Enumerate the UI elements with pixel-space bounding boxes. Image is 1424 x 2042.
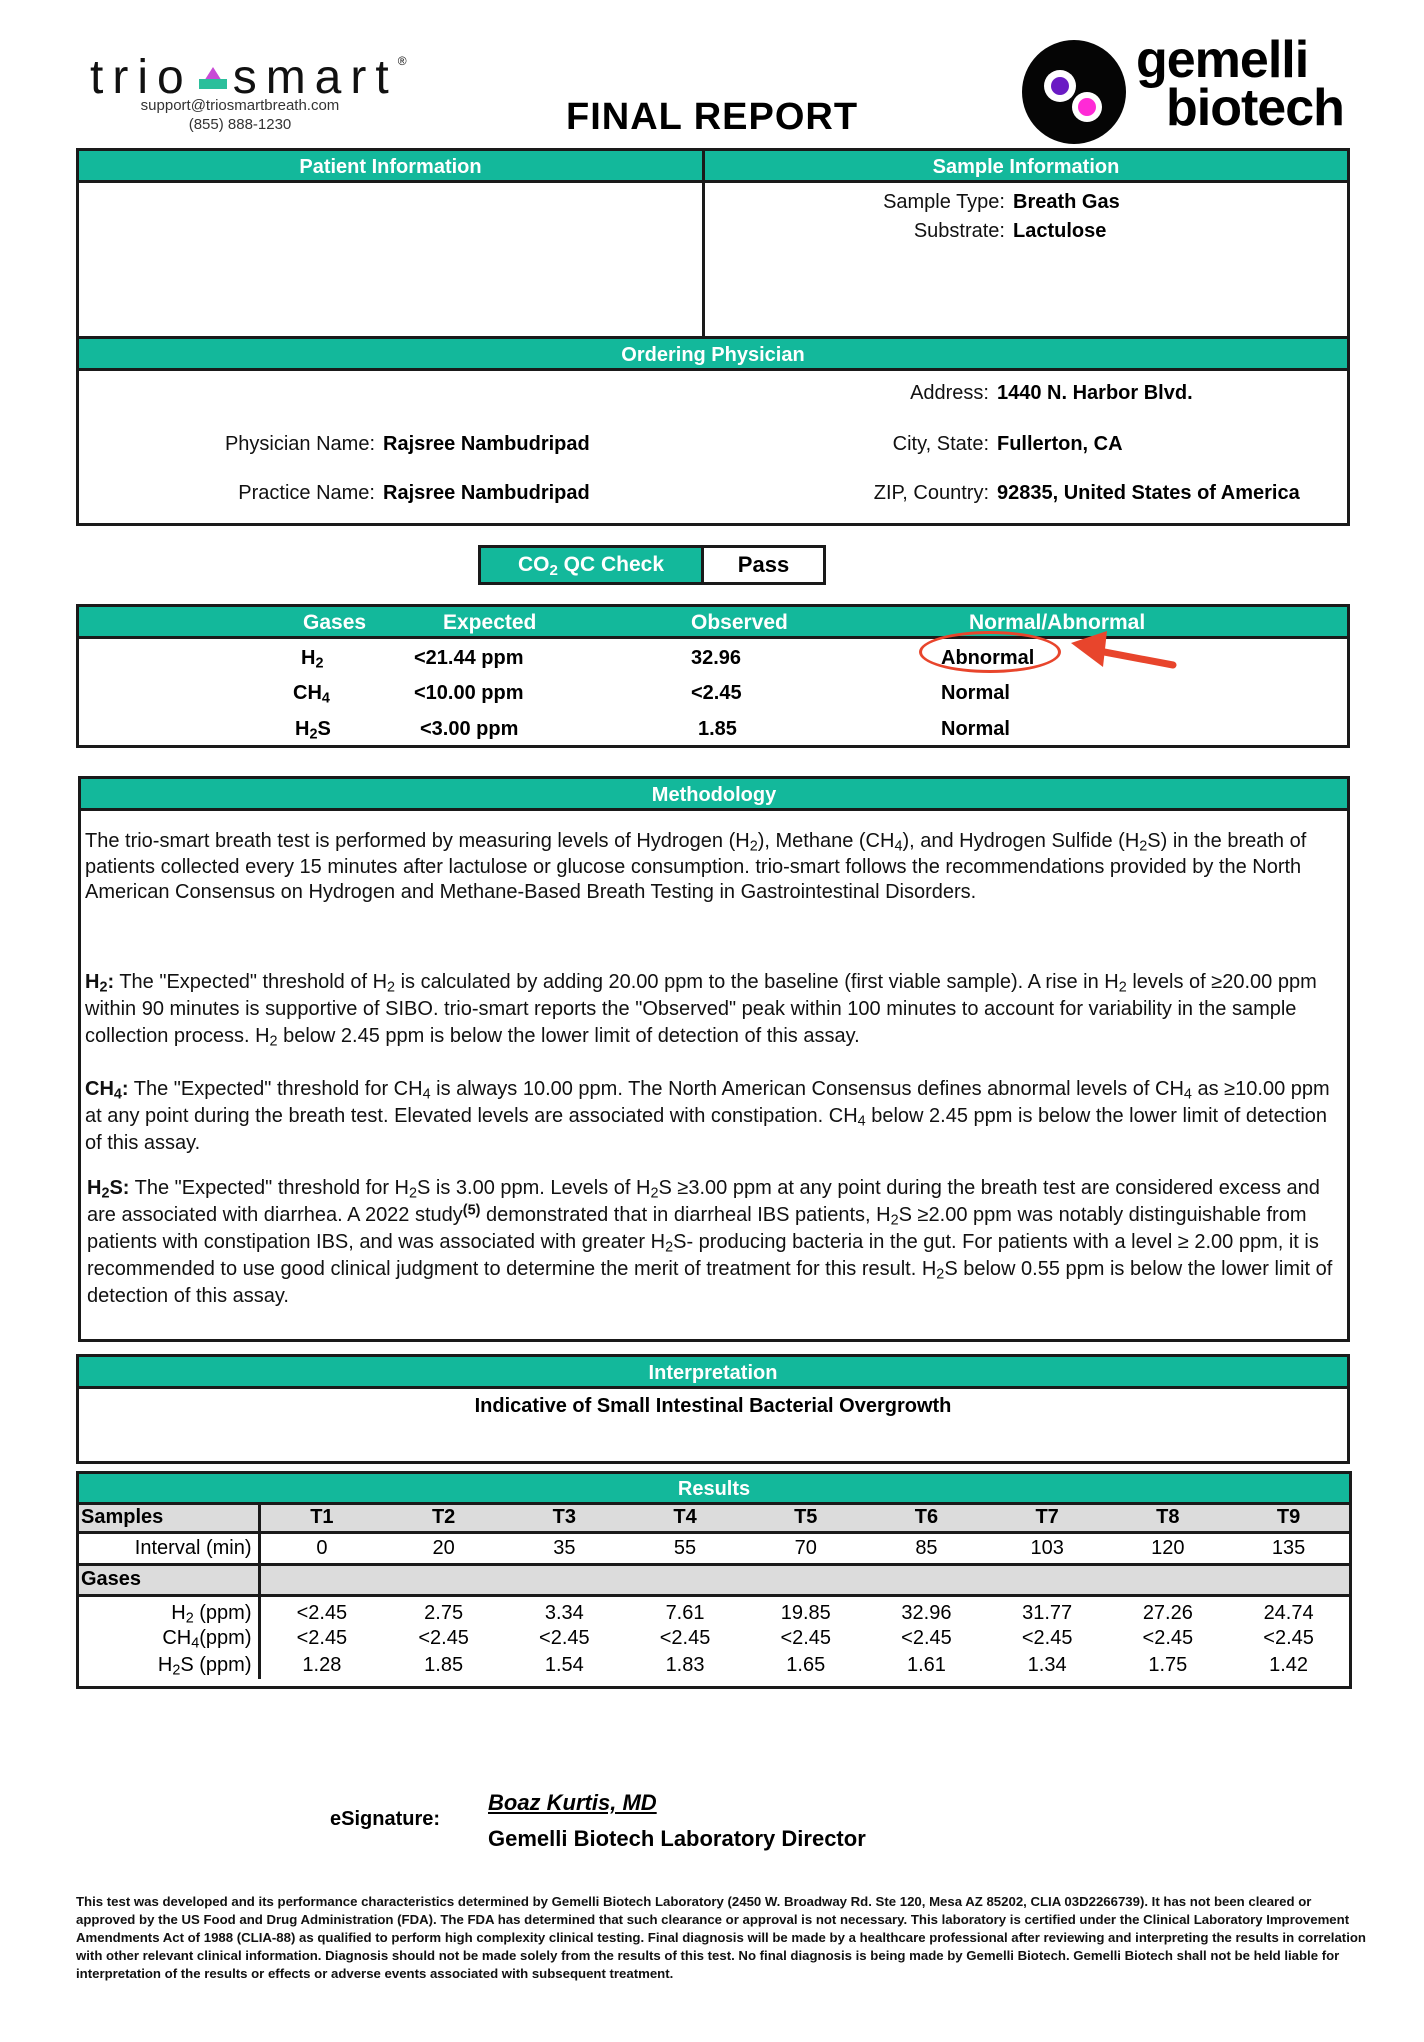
substrate-label: Substrate: xyxy=(913,220,1005,242)
text-run: The trio-smart breath test is performed by measuring levels of Hydrogen (H xyxy=(85,830,750,852)
sample-info-panel xyxy=(705,151,1347,336)
interval-value: 70 xyxy=(794,1536,817,1559)
text-run: H xyxy=(85,971,100,993)
city-state-value: Fullerton, CA xyxy=(997,433,1123,455)
status-badge: Normal xyxy=(941,718,1010,740)
h2s-value: 1.83 xyxy=(665,1653,705,1676)
brand-right-text: smart xyxy=(232,51,398,104)
page-title: FINAL REPORT xyxy=(566,96,859,138)
h2-value: 24.74 xyxy=(1263,1601,1314,1624)
gas-row-h2s xyxy=(79,711,1347,747)
ch4-value: <2.45 xyxy=(901,1626,952,1649)
sample-col: T4 xyxy=(673,1506,697,1529)
patient-info-panel xyxy=(79,151,705,336)
methodology-h2 xyxy=(85,969,1347,1050)
text-sub: 2 xyxy=(665,1239,674,1256)
sample-col: T2 xyxy=(431,1506,456,1529)
text-run: below 2.45 ppm is below the lower limit of detection of this assay. xyxy=(85,1105,1328,1154)
unit-text: (ppm) xyxy=(199,1626,252,1649)
zip-country-label: ZIP, Country: xyxy=(873,482,989,504)
text-run: is always 10.00 ppm. The North American Consensus defines abnormal levels of CH xyxy=(430,1078,1184,1100)
ordering-physician-section xyxy=(76,336,1350,526)
text-sub: 4 xyxy=(894,838,903,855)
text-sub: 4 xyxy=(113,1086,122,1103)
gas-subscript: 2 xyxy=(315,655,324,672)
h2s-value: 1.28 xyxy=(302,1653,342,1676)
support-phone: (855) 888-1230 xyxy=(188,116,292,133)
h2-value: 7.61 xyxy=(665,1601,705,1624)
results-section xyxy=(76,1471,1352,1689)
text-run: below 2.45 ppm is below the lower limit of detection of this assay. xyxy=(277,1025,860,1047)
gas-subscript: 4 xyxy=(191,1635,200,1652)
interval-value: 135 xyxy=(1271,1536,1306,1559)
text-sub: 2 xyxy=(387,979,396,996)
text-sub: 2 xyxy=(1139,838,1148,855)
text-run: ), Methane (CH xyxy=(757,830,895,852)
samples-label: Samples xyxy=(79,1505,259,1532)
text-sub: 2 xyxy=(99,979,108,996)
gas-subscript: 2 xyxy=(309,726,318,743)
city-state-label: City, State: xyxy=(892,433,989,455)
ch4-value: <2.45 xyxy=(1263,1626,1314,1649)
text-sub: 2 xyxy=(890,1212,899,1229)
ch4-value: <2.45 xyxy=(296,1626,348,1649)
address-label: Address: xyxy=(910,382,989,404)
zip-country-field xyxy=(79,482,1300,505)
logo-dot-pink xyxy=(1072,92,1102,122)
expected-value: <21.44 ppm xyxy=(414,647,524,669)
col-observed: Observed xyxy=(691,611,788,634)
ch4-value: <2.45 xyxy=(418,1626,469,1649)
observed-value: 1.85 xyxy=(698,718,737,740)
h2s-value: 1.34 xyxy=(1027,1653,1067,1676)
gas-name xyxy=(301,641,323,675)
h2-row-label xyxy=(79,1595,259,1625)
patient-info-heading: Patient Information xyxy=(79,151,702,183)
sample-col: T1 xyxy=(310,1506,334,1529)
text-run: : xyxy=(107,971,115,993)
esignature-label: eSignature: xyxy=(330,1808,441,1830)
gas-row-ch4 xyxy=(79,675,1347,711)
h2-value: 32.96 xyxy=(901,1601,952,1624)
signer-title: Gemelli Biotech Laboratory Director xyxy=(488,1826,866,1851)
text-run: ), and Hydrogen Sulfide (H xyxy=(902,830,1140,852)
substrate-field xyxy=(705,220,1106,243)
qc-label-prefix: CO xyxy=(517,553,550,576)
h2s-value: 1.42 xyxy=(1269,1653,1309,1676)
co2-qc-label xyxy=(481,548,704,582)
text-run: S- producing bacteria in the gut. For patients with a level ≥ 2.00 ppm, it is recommended to use good clinical judgment to determine the merit of treatment for this result. H xyxy=(87,1231,1319,1280)
red-arrow-icon xyxy=(1069,629,1179,679)
address-value: 1440 N. Harbor Blvd. xyxy=(997,382,1193,404)
substrate-value: Lactulose xyxy=(1013,220,1107,242)
patient-sample-section xyxy=(76,148,1350,336)
unit-text: (ppm) xyxy=(193,1601,252,1624)
samples-row xyxy=(79,1505,1349,1532)
ch4-value: <2.45 xyxy=(1142,1626,1194,1649)
gas-name xyxy=(295,711,331,747)
sample-info-heading: Sample Information xyxy=(705,151,1347,183)
expected-value: <3.00 ppm xyxy=(420,718,519,740)
gemelli-logo-icon xyxy=(1022,40,1126,144)
text-run: S: xyxy=(109,1177,130,1199)
interval-value: 85 xyxy=(915,1536,938,1559)
col-gases: Gases xyxy=(303,611,367,634)
text-run: : xyxy=(121,1078,129,1100)
gas-symbol: H xyxy=(171,1601,186,1624)
physician-name-label: Physician Name: xyxy=(224,433,375,455)
disclaimer-text: This test was developed and its performance characteristics determined by Gemelli Biotech Laboratory (2450 W. Broadway Rd. Ste 120, Mesa AZ 85202, CLIA 03D2266739). It has not been cleared or approved by the US Food and Drug Administration (FDA). The FDA has determined that such clearance or approval is not necessary. This laboratory is certified under the Clinical Laboratory Improvement Amendments Act of 1988 (CLIA-88) as qualified to perform high complexity clinical testing. Final diagnosis will be made by a healthcare professional after reviewing and interpreting the results in correlation with other relevant clinical information. Diagnosis should not be made solely from the results of this test. No final diagnosis is being made by Gemelli Biotech. Gemelli Biotech shall not be held liable for interpretation of the results or effects or adverse events associated with subsequent treatment. xyxy=(76,1894,1366,1981)
interpretation-text: Indicative of Small Intestinal Bacterial Overgrowth xyxy=(474,1395,952,1417)
text-run: demonstrated that in diarrheal IBS patients, H xyxy=(480,1204,891,1226)
support-email[interactable]: support@triosmartbreath.com xyxy=(140,97,340,114)
sample-col: T8 xyxy=(1156,1506,1180,1529)
text-run: H xyxy=(87,1177,102,1199)
ch4-value: <2.45 xyxy=(780,1626,832,1649)
h2s-value: 1.65 xyxy=(786,1653,826,1676)
h2-value: 3.34 xyxy=(544,1601,584,1624)
sample-type-value: Breath Gas xyxy=(1013,191,1120,213)
h2-value: <2.45 xyxy=(296,1601,348,1624)
support-contact xyxy=(120,96,360,134)
text-sub: 2 xyxy=(101,1185,110,1202)
results-table xyxy=(79,1505,1349,1679)
observed-value: 32.96 xyxy=(691,647,742,669)
registered-mark: ® xyxy=(397,54,407,68)
gas-subscript: 2 xyxy=(185,1610,194,1627)
gases-row xyxy=(79,1564,1349,1595)
qc-label-sub: 2 xyxy=(549,561,558,579)
gas-subscript: 4 xyxy=(321,690,330,707)
text-run: as ≥10.00 ppm at any point during the breath test. Elevated levels are associated with constipation. CH xyxy=(85,1078,1330,1127)
interval-value: 0 xyxy=(316,1536,328,1559)
citation-link[interactable]: (5) xyxy=(462,1202,481,1219)
interval-row xyxy=(79,1532,1349,1564)
text-sub: 4 xyxy=(1183,1086,1192,1103)
gases-summary-table xyxy=(76,604,1350,748)
status-badge: Abnormal xyxy=(941,647,1035,669)
sample-col: T7 xyxy=(1035,1506,1059,1529)
text-run: is calculated by adding 20.00 ppm to the baseline (first viable sample). A rise in H xyxy=(395,971,1119,993)
col-expected: Expected xyxy=(443,611,537,634)
text-run: levels of ≥20.00 ppm within 90 minutes is supportive of SIBO. trio-smart reports the "Observed" peak within 100 minutes to account for variability in the sample collection process. H xyxy=(85,971,1317,1047)
text-run: The "Expected" threshold of H xyxy=(114,971,388,993)
practice-name-label: Practice Name: xyxy=(238,482,375,504)
text-run: S ≥2.00 ppm was notably distinguishable from patients with constipation IBS, and was associated with greater H xyxy=(87,1204,1307,1253)
triangle-logo-icon xyxy=(199,67,227,89)
practice-name-value: Rajsree Nambudripad xyxy=(383,482,590,504)
h2s-value: 1.54 xyxy=(544,1653,584,1676)
text-sub: 2 xyxy=(749,838,758,855)
gases-row-fill xyxy=(259,1564,1349,1595)
ch4-row-label xyxy=(79,1625,259,1652)
h2s-value: 1.85 xyxy=(424,1653,464,1676)
methodology-section xyxy=(78,776,1350,1342)
text-run: The "Expected" threshold for H xyxy=(129,1177,409,1199)
text-sub: 2 xyxy=(269,1033,278,1050)
interval-value: 55 xyxy=(673,1536,697,1559)
sample-type-field xyxy=(705,191,1120,214)
expected-value: <10.00 ppm xyxy=(414,682,524,704)
h2-value: 31.77 xyxy=(1022,1601,1073,1624)
physician-name-value: Rajsree Nambudripad xyxy=(383,433,590,455)
results-heading: Results xyxy=(79,1474,1349,1505)
ch4-value: <2.45 xyxy=(659,1626,711,1649)
gas-name xyxy=(293,675,330,711)
city-state-field xyxy=(79,433,1123,456)
zip-country-value: 92835, United States of America xyxy=(997,482,1300,504)
interval-value: 20 xyxy=(432,1536,455,1559)
gas-symbol: CH xyxy=(162,1626,192,1649)
sample-col: T3 xyxy=(552,1506,576,1529)
ch4-row xyxy=(79,1625,1349,1652)
observed-value: <2.45 xyxy=(691,682,742,704)
gases-label: Gases xyxy=(79,1564,259,1595)
logo-dot-purple xyxy=(1044,70,1076,102)
ordering-physician-heading: Ordering Physician xyxy=(79,339,1347,371)
gas-subscript: 2 xyxy=(172,1662,181,1679)
text-sub: 2 xyxy=(650,1185,659,1202)
h2s-value: 1.75 xyxy=(1148,1653,1188,1676)
signer-name: Boaz Kurtis, MD xyxy=(488,1790,657,1815)
unit-text: S (ppm) xyxy=(180,1653,252,1676)
gemelli-logo-text xyxy=(1136,31,1344,137)
gas-symbol: H xyxy=(157,1653,173,1676)
methodology-h2s xyxy=(87,1175,1349,1310)
brand-left-text: trio xyxy=(90,51,193,104)
sample-col: T9 xyxy=(1276,1506,1301,1529)
text-sub: 2 xyxy=(936,1266,945,1283)
interval-value: 35 xyxy=(553,1536,576,1559)
sample-col: T5 xyxy=(794,1506,818,1529)
h2-row xyxy=(79,1595,1349,1625)
methodology-intro xyxy=(85,829,1341,906)
interval-value: 103 xyxy=(1030,1536,1064,1559)
lab-brand-line2: biotech xyxy=(1166,79,1344,137)
gas-symbol: H xyxy=(301,647,316,669)
interval-value: 120 xyxy=(1151,1536,1185,1559)
interpretation-section xyxy=(76,1354,1350,1464)
interval-label: Interval (min) xyxy=(79,1532,259,1564)
ch4-value: <2.45 xyxy=(1021,1626,1073,1649)
methodology-ch4 xyxy=(85,1076,1347,1157)
abnormal-highlight-circle-icon xyxy=(919,631,1061,673)
h2s-row xyxy=(79,1652,1349,1679)
col-normal-abnormal: Normal/Abnormal xyxy=(969,611,1146,634)
lab-brand-line1: gemelli xyxy=(1136,31,1309,89)
interpretation-heading: Interpretation xyxy=(79,1357,1347,1389)
ch4-value: <2.45 xyxy=(539,1626,590,1649)
text-sub: 4 xyxy=(422,1086,431,1103)
text-run: The "Expected" threshold for CH xyxy=(128,1078,423,1100)
text-run: CH xyxy=(85,1078,114,1100)
text-sub: 4 xyxy=(857,1113,866,1130)
text-run: S) in the breath of patients collected every 15 minutes after lactulose or glucose consumption. trio-smart follows the recommendations provided by the North American Consensus on Hydrogen and Methane-Based Breath Testing in Gastrointestinal Disorders. xyxy=(85,830,1307,903)
h2-value: 27.26 xyxy=(1142,1601,1193,1624)
text-sub: 2 xyxy=(409,1185,418,1202)
h2s-value: 1.61 xyxy=(906,1653,946,1676)
text-sub: 2 xyxy=(1118,979,1127,996)
text-run: S ≥3.00 ppm at any point during the breath test are considered excess and are associated with diarrhea. A 2022 study xyxy=(87,1177,1320,1226)
h2s-row-label xyxy=(79,1652,259,1679)
address-field xyxy=(79,382,1193,405)
text-run: S below 0.55 ppm is below the lower limit of detection of this assay. xyxy=(87,1258,1333,1307)
gas-symbol: CH xyxy=(293,682,322,704)
h2-value: 19.85 xyxy=(780,1601,831,1624)
status-badge: Normal xyxy=(941,682,1010,704)
co2-qc-value: Pass xyxy=(737,552,790,577)
methodology-heading: Methodology xyxy=(81,779,1347,811)
text-run: S is 3.00 ppm. Levels of H xyxy=(417,1177,651,1199)
sample-type-label: Sample Type: xyxy=(883,191,1005,213)
gas-tail: S xyxy=(317,718,331,740)
co2-qc-check xyxy=(478,545,826,585)
sample-col: T6 xyxy=(914,1506,939,1529)
qc-label-suffix: QC Check xyxy=(557,553,665,576)
gas-symbol: H xyxy=(295,718,310,740)
h2-value: 2.75 xyxy=(424,1601,464,1624)
